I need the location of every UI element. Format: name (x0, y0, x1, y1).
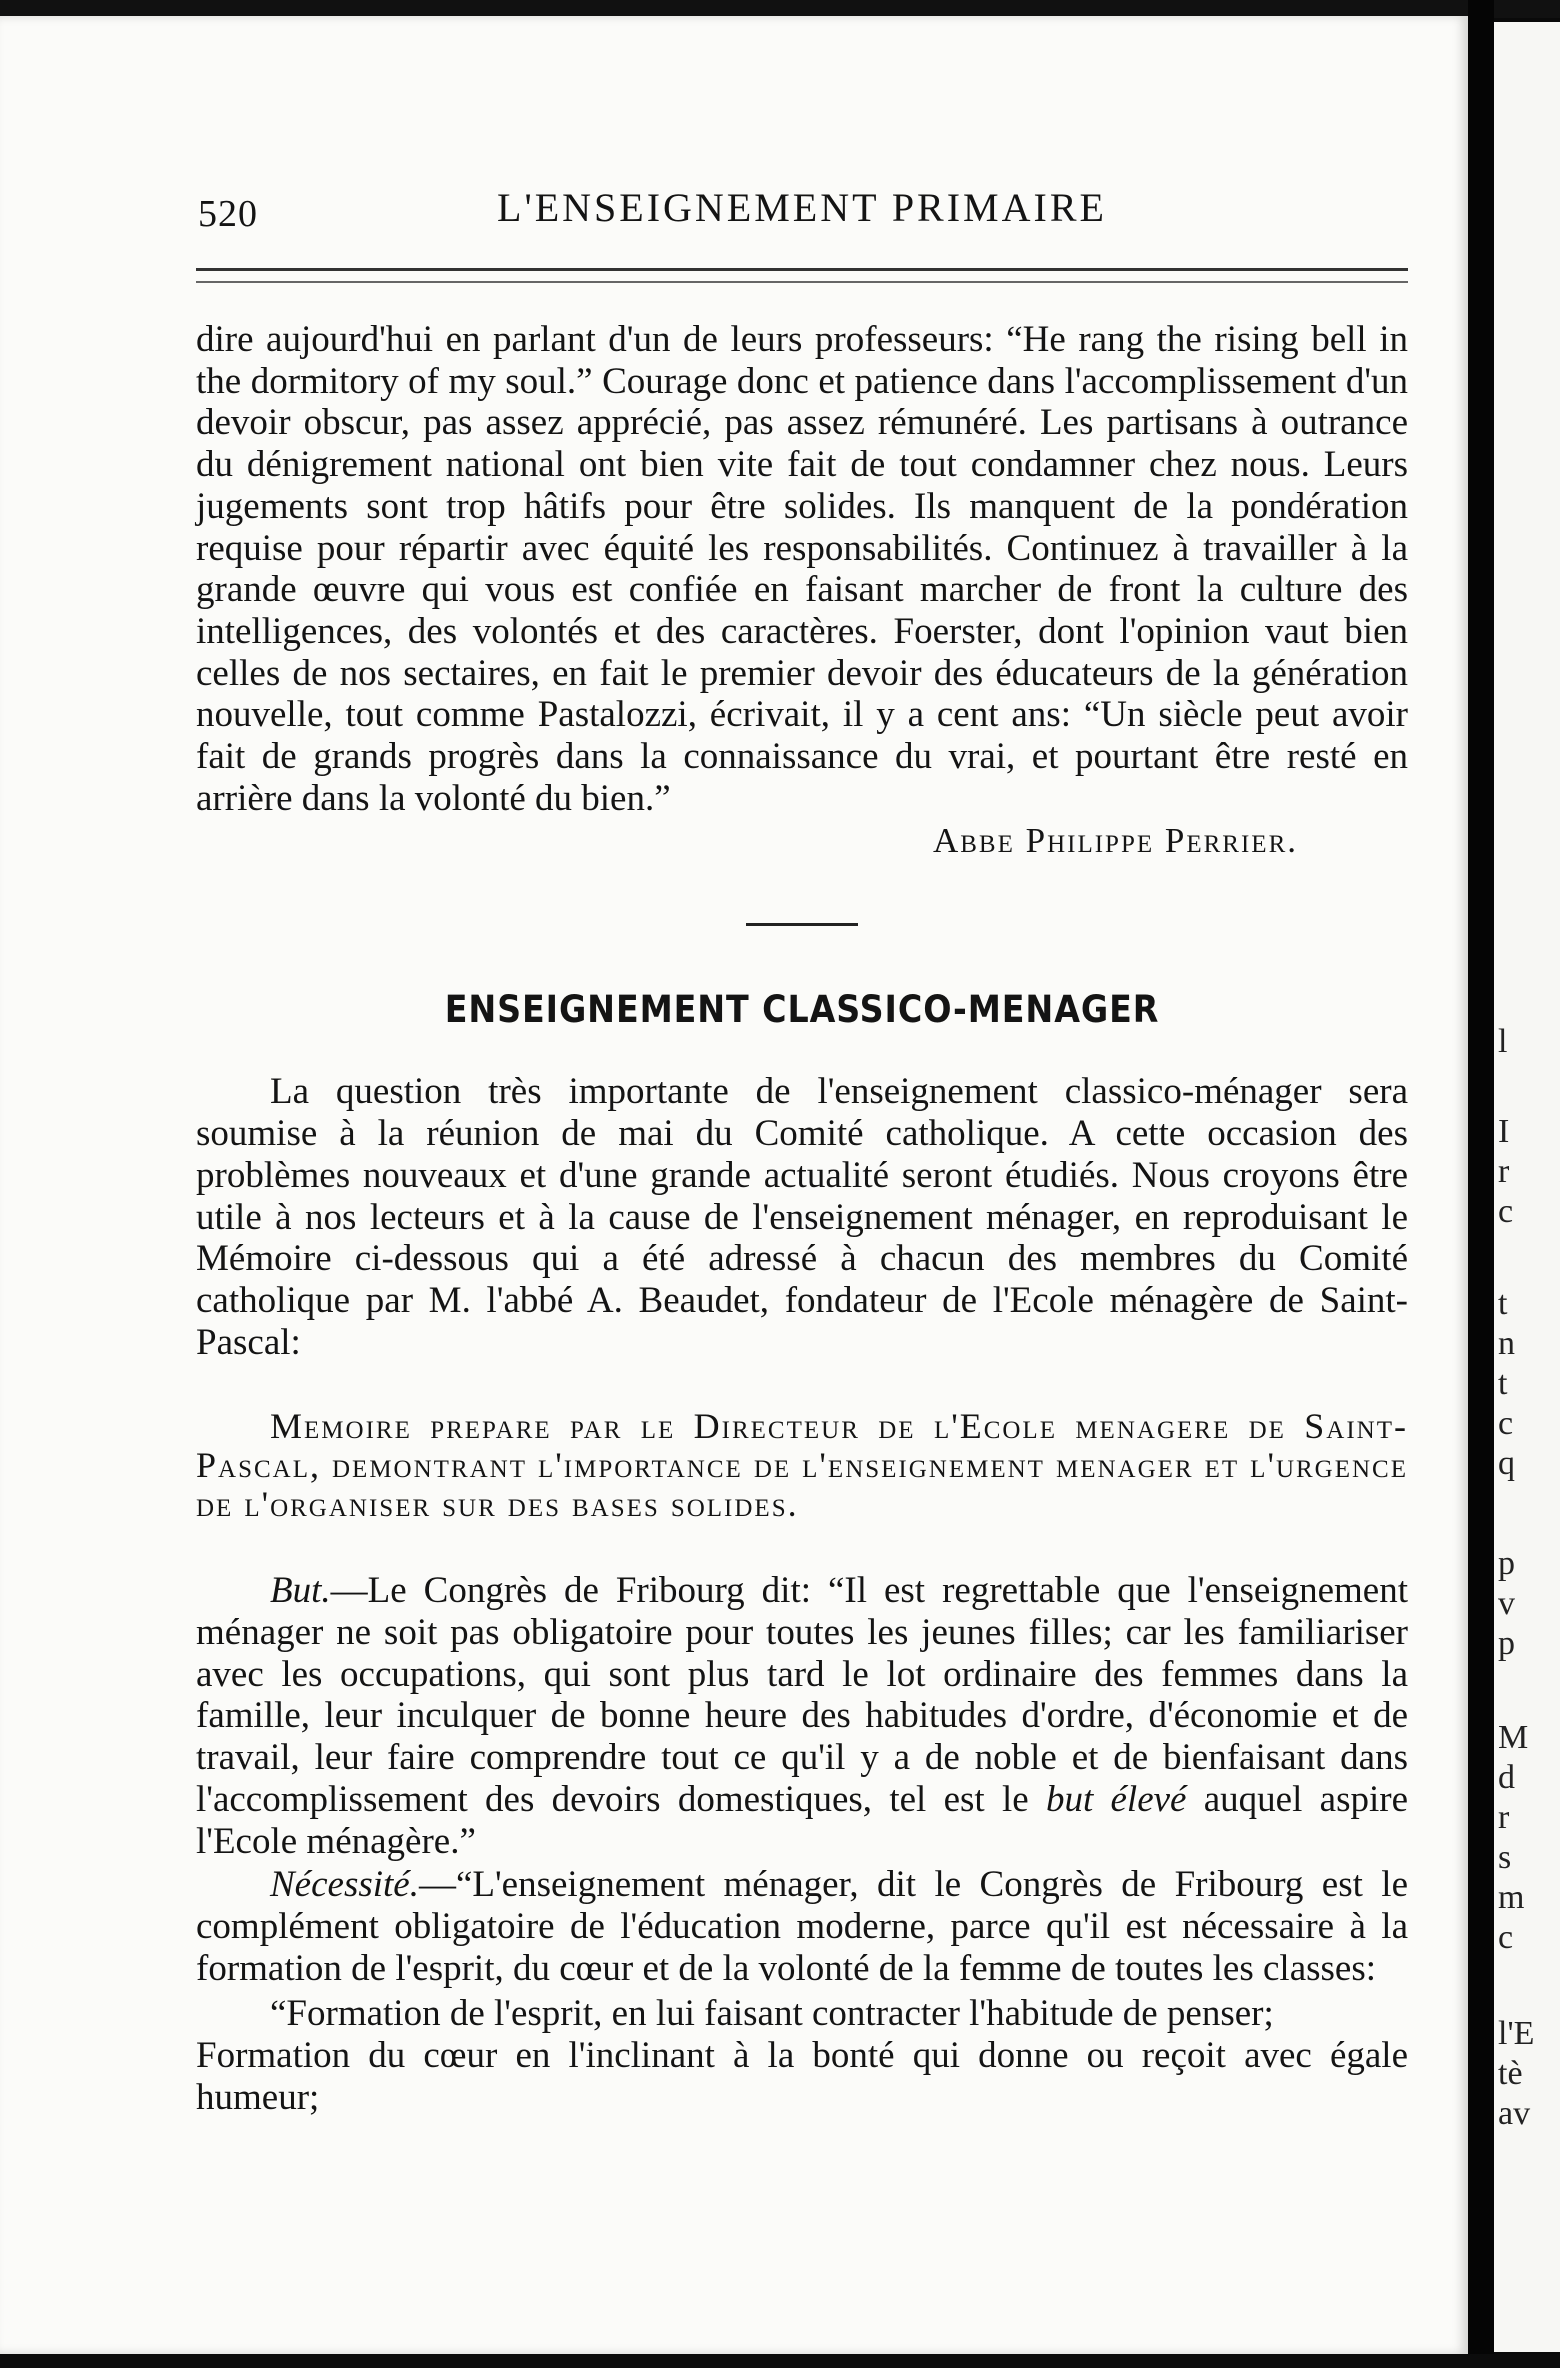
facing-page-fragment: m (1498, 1879, 1525, 1916)
facing-page-fragment: n (1498, 1325, 1515, 1362)
author-signature: Abbe Philippe Perrier. (932, 821, 1298, 861)
page-header (196, 180, 1408, 240)
continued-paragraph: dire aujourd'hui en parlant d'un de leurs professeurs: “He rang the rising bell in the dormitory of my soul.” Courage donc et patience dans l'accomplissement d'un devoir obscur, pas assez apprécié, pas assez rémunéré. Les partisans à outrance du dénigrement national ont bien vite fait de tout condamner chez nous. Leurs jugements sont trop hâtifs pour être solides. Ils manquent de la pondération requise pour répartir avec équité les responsabilités. Continuez à travailler à la grande œuvre qui vous est confiée en faisant marcher de front la culture des intelligences, des volontés et des caractères. Foerster, dont l'opinion vaut bien celles de nos sectaires, en fait le premier devoir des éducateurs de la génération nouvelle, tout comme Pastalozzi, écrivait, il y a cent ans: “Un siècle peut avoir fait de grands progrès dans la connaissance du vrai, et pourtant être resté en arrière dans la volonté du bien.” (196, 319, 1408, 819)
necessite-paragraph (196, 1864, 1408, 1989)
but-text-before: —Le Congrès de Fribourg dit: “Il est regrettable que l'enseignement ménager ne soit pas obligatoire pour toutes les jeunes filles; car les familiariser avec les occupations, qui sont plus tard le lot ordinaire des femmes dans la famille, leur inculquer de bonne heure des habitudes d'ordre, d'économie et de travail, leur faire comprendre tout ce qu'il y a de noble et de bienfaisant dans l'accomplissement des devoirs domestiques, tel est le (196, 1570, 1408, 1820)
page-number: 520 (198, 193, 258, 235)
page-content (196, 16, 1408, 2119)
quote-line-1: “Formation de l'esprit, en lui faisant contracter l'habitude de penser; (270, 1993, 1274, 2035)
facing-page-fragment: I (1498, 1113, 1510, 1150)
facing-page-fragment: t (1498, 1365, 1508, 1402)
but-paragraph (196, 1570, 1408, 1862)
facing-page-fragment: c (1498, 1405, 1514, 1442)
book-gutter (1468, 0, 1494, 2368)
facing-page-edge (1494, 22, 1560, 2352)
intro-paragraph: La question très importante de l'enseignement classico-ménager sera soumise à la réunion de mai du Comité catholique. A cette occasion des problèmes nouveaux et d'une grande actualité seront étudiés. Nous croyons être utile à nos lecteurs et à la cause de l'enseignement ménager, en reproduisant le Mémoire ci-dessous qui a été adressé à chacun des membres du Comité catholique par M. l'abbé A. Beaudet, fondateur de l'Ecole ménagère de Saint-Pascal: (196, 1071, 1408, 1363)
facing-page-fragment: r (1498, 1799, 1510, 1836)
facing-page-fragment: M (1498, 1719, 1529, 1756)
necessite-text: —“L'enseignement ménager, dit le Congrès de Fribourg est le complément obligatoire de l'éducation moderne, parce qu'il est nécessaire à la formation de l'esprit, du cœur et de la volonté de la femme de toutes les classes: (196, 1864, 1408, 1989)
facing-page-fragment: l'E (1498, 2015, 1535, 2052)
section-title: ENSEIGNEMENT CLASSICO-MENAGER (444, 988, 1160, 1032)
facing-page-fragment: q (1498, 1445, 1515, 1482)
facing-page-fragment: c (1498, 1193, 1514, 1230)
but-emphasis: but élevé (1045, 1778, 1187, 1820)
quote-line-2: Formation du cœur en l'inclinant à la bonté qui donne ou reçoit avec égale humeur; (196, 2035, 1408, 2118)
facing-page-fragment: v (1498, 1585, 1515, 1622)
facing-page-fragment: av (1498, 2095, 1531, 2132)
facing-page-fragment: l (1498, 1023, 1508, 1060)
but-text-after: auquel aspire l'Ecole ménagère.” (196, 1778, 1409, 1862)
facing-page-fragment: d (1498, 1759, 1515, 1796)
header-rule (196, 268, 1408, 283)
facing-page-fragment: p (1498, 1625, 1515, 1662)
facing-page-fragment: s (1498, 1839, 1512, 1876)
facing-page-fragment: tè (1498, 2055, 1523, 2092)
facing-page-fragment: p (1498, 1545, 1515, 1582)
necessite-label: Nécessité. (270, 1864, 419, 1906)
page (0, 16, 1468, 2354)
running-title: L'ENSEIGNEMENT PRIMAIRE (497, 185, 1107, 230)
but-label: But. (270, 1570, 331, 1612)
section-separator (746, 923, 858, 926)
facing-page-fragment: t (1498, 1285, 1508, 1322)
memoire-heading: Memoire prepare par le Directeur de l'Ecole menagere de Saint-Pascal, demontrant l'importance de l'enseignement menager et l'urgence de l'organiser sur des bases solides. (196, 1406, 1408, 1525)
facing-page-fragment: r (1498, 1153, 1510, 1190)
scan-bottom-edge (0, 2354, 1560, 2368)
facing-page-fragment: c (1498, 1919, 1514, 1956)
